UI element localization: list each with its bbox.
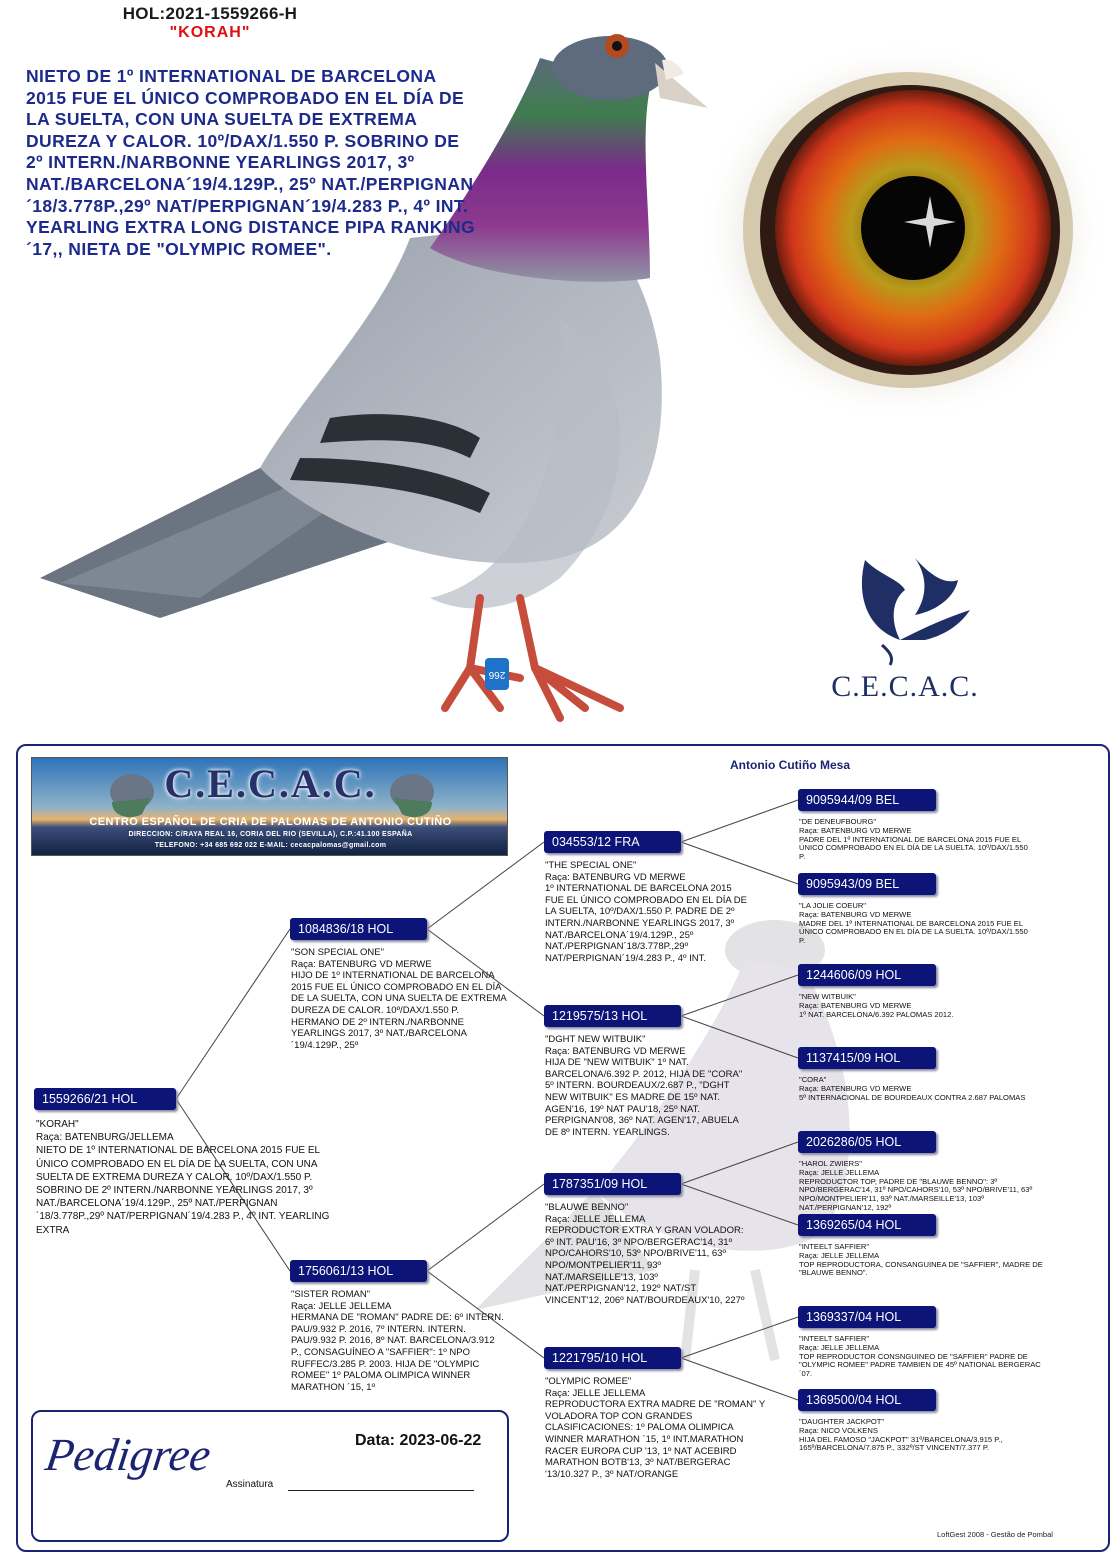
cecac-logo-text: C.E.C.A.C. (831, 670, 979, 703)
ssd-breed: Raça: BATENBURG VD MERWE (799, 909, 912, 919)
dss-text: REPRODUCTOR TOP, PADRE DE "BLAUWE BENNO": 3º NPO/BERGERAC'14, 31º NPO/CAHORS'10, 53º NPO/BRIVE'11, 63º NPO/MONTPELIER'11, 93º NAT./MARSEILLE'13, 103º NAT./PERPIGNAN'12, 192º (799, 1176, 1033, 1212)
dam-sire-info (545, 1202, 750, 1306)
sire-text: HIJO DE 1º INTERNATIONAL DE BARCELONA 2015 FUE EL ÚNICO COMPROBADO EN EL DÍA DE LA SUELTA, CON UNA SUELTA DE EXTREMA DUREZA DE CALOR. 10º/DAX/1.550 P. HERMANO DE 2º INTERN./NARBONNE YEARLINGS 2017, 3º NAT./BARCELONA´19/4.129P., 25º (291, 970, 507, 1051)
sire-sire-ring: 034553/12 FRA (544, 831, 681, 853)
sds-info (799, 993, 1034, 1019)
dam-dam-info (545, 1376, 765, 1480)
ddd-breed: Raça: NICO VOLKENS (799, 1425, 878, 1435)
pigeon-description: NIETO DE 1º INTERNATIONAL DE BARCELONA 2015 FUE EL ÚNICO COMPROBADO EN EL DÍA DE LA SUELTA, CON UNA SUELTA DE EXTREMA DUREZA Y CALOR. 10º/DAX/1.550 P. SOBRINO DE 2º INTERN./NARBONNE YEARLINGS 2017, 3º NAT./BARCELONA´19/4.129P., 25º NAT./PERPIGNAN´18/3.778P.,29º NAT/PERPIGNAN´19/4.283 P., 4º INT. YEARLING EXTRA LONG DISTANCE PIPA RANKING´17,, NIETA DE "OLYMPIC ROMEE". (26, 66, 476, 259)
dds-text: TOP REPRODUCTOR CONSNGUINEO DE "SAFFIER" PADRE DE "OLYMPIC ROMEE" PADRE TAMBIEN DE 45º NATIONAL BERGERAC´07. (799, 1351, 1041, 1379)
sss-name: "DE DENEUFBOURG" (799, 817, 877, 826)
subject-info (36, 1118, 332, 1237)
sss-info (799, 818, 1034, 862)
dam-dam-breed: Raça: JELLE JELLEMA (545, 1387, 646, 1399)
dam-info (291, 1289, 507, 1393)
sss-breed: Raça: BATENBURG VD MERWE (799, 825, 912, 835)
subject-text: NIETO DE 1º INTERNATIONAL DE BARCELONA 2015 FUE EL ÚNICO COMPROBADO EN EL DÍA DE LA SUELTA, CON UNA SUELTA DE EXTREMA DUREZA Y CALOR. 10º/DAX/1.550 P. SOBRINO DE 2º INTERN./NARBONNE YEARLINGS 2017, 3º NAT./BARCELONA´19/4.129P., 25º NAT./PERPIGNAN´18/3.778P.,29º NAT/PERPIGNAN´19/4.283 P., 4º INT. YEARLING EXTRA (36, 1145, 330, 1236)
sds-ring: 1244606/09 HOL (798, 964, 936, 986)
dam-dam-ring: 1221795/10 HOL (544, 1347, 681, 1369)
sdd-ring: 1137415/09 HOL (798, 1047, 936, 1069)
dds-ring: 1369337/04 HOL (798, 1306, 936, 1328)
sire-sire-text: 1º INTERNATIONAL DE BARCELONA 2015 FUE EL ÚNICO COMPROBADO EN EL DÍA DE LA SUELTA, 10º/DAX/1.550 P. PADRE DE 2º INTERN./NARBONNE YEARLINGS 2017, 3º NAT./BARCELONA´19/4.129P., 25º NAT./PERPIGNAN´18/3.778P.,29º NAT/PERPIGNAN´19/4.283 P., 4º INT. (545, 883, 748, 964)
sire-info (291, 947, 507, 1051)
sire-breed: Raça: BATENBURG VD MERWE (291, 958, 432, 970)
sire-sire-breed: Raça: BATENBURG VD MERWE (545, 871, 686, 883)
pigeon-name-title: "KORAH" (169, 24, 251, 41)
dam-name: "SISTER ROMAN" (291, 1289, 371, 1300)
cecac-banner (31, 757, 508, 856)
sire-dam-name: "DGHT NEW WITBUIK" (545, 1034, 646, 1045)
sdd-text: 5º INTERNACIONAL DE BOURDEAUX CONTRA 2.687 PALOMAS (799, 1092, 1026, 1102)
banner-subtitle: CENTRO ESPAÑOL DE CRIA DE PALOMAS DE ANTONIO CUTIÑO (89, 816, 452, 828)
banner-title: C.E.C.A.C. (164, 761, 377, 806)
sire-name: "SON SPECIAL ONE" (291, 947, 384, 958)
sdd-name: "CORA" (799, 1075, 827, 1084)
ddd-info (799, 1418, 1044, 1453)
dsd-ring: 1369265/04 HOL (798, 1214, 936, 1236)
sds-name: "NEW WITBUIK" (799, 992, 856, 1001)
ssd-name: "LA JOLIE COEUR" (799, 901, 867, 910)
subject-name: "KORAH" (36, 1119, 79, 1130)
dam-sire-ring: 1787351/09 HOL (544, 1173, 681, 1195)
dsd-info (799, 1243, 1044, 1278)
subject-ring: 1559266/21 HOL (34, 1088, 176, 1110)
signature-label: Assinatura (226, 1479, 274, 1490)
sire-dam-ring: 1219575/13 HOL (544, 1005, 681, 1027)
dam-breed: Raça: JELLE JELLEMA (291, 1300, 392, 1312)
sdd-info (799, 1076, 1049, 1102)
software-footer: LoftGest 2008 - Gestão de Pombal (937, 1530, 1053, 1539)
leg-ring-text: 266 (488, 669, 506, 680)
sds-text: 1º NAT. BARCELONA/6.392 PALOMAS 2012. (799, 1009, 954, 1019)
date-label: Data: 2023-06-22 (355, 1432, 482, 1449)
ssd-info (799, 902, 1034, 946)
ddd-name: "DAUGHTER JACKPOT" (799, 1417, 885, 1426)
dss-info (799, 1160, 1044, 1213)
ddd-text: HIJA DEL FAMOSO "JACKPOT" 31º/BARCELONA/3.915 P., 165º/BARCELONA/7.875 P., 332º/ST VINCENT/7.377 P. (799, 1434, 1003, 1453)
dss-ring: 2026286/05 HOL (798, 1131, 936, 1153)
dam-ring: 1756061/13 HOL (290, 1260, 427, 1282)
dds-name: "INTEELT SAFFIER" (799, 1334, 870, 1343)
dsd-text: TOP REPRODUCTORA, CONSANGUINEA DE "SAFFIER", MADRE DE "BLAUWE BENNO". (799, 1259, 1043, 1278)
sss-ring: 9095944/09 BEL (798, 789, 936, 811)
dam-dam-name: "OLYMPIC ROMEE" (545, 1376, 632, 1387)
subject-breed: Raça: BATENBURG/JELLEMA (36, 1132, 174, 1144)
dds-info (799, 1335, 1044, 1379)
sdd-breed: Raça: BATENBURG VD MERWE (799, 1083, 912, 1093)
sire-ring: 1084836/18 HOL (290, 918, 427, 940)
ssd-text: MADRE DEL 1º INTERNATIONAL DE BARCELONA 2015 FUE EL ÚNICO COMPROBADO EN EL DÍA DE LA SUELTA. 10º/DAX/1.550 P. (799, 918, 1028, 946)
breeder-name: Antonio Cutiño Mesa (730, 758, 850, 772)
dam-sire-text: REPRODUCTOR EXTRA Y GRAN VOLADOR: 6º INT. PAU'16, 3º NPO/BERGERAC'14, 31º NPO/CAHORS'10, 53º NPO/BRIVE'11, 63º NPO/MONTPELIER'11, 93º NAT./MARSEILLE'13, 103º NAT./PERPIGNAN'12, 192º NAT/ST VINCENT'12, 206º NAT/BOURDEAUX'10, 227º (545, 1225, 745, 1306)
sire-dam-breed: Raça: BATENBURG VD MERWE (545, 1045, 686, 1057)
sire-dam-text: HIJA DE "NEW WITBUIK" 1º NAT. BARCELONA/6.392 P. 2012, HIJA DE "CORA" 5º INTERN. BOURDEAUX/2.687 P., "DGHT NEW WITBUIK" ES MADRE DE 15º NAT. AGEN'16, 19º NAT PAU'18, 25º NAT. PERPIGNAN'08, 36º NAT. AGEN'17, ABUELA DE 8º INTERN. YEARLINGS. (545, 1057, 743, 1138)
banner-address: DIRECCION: C/RAYA REAL 16, CORIA DEL RIO (SEVILLA), C.P.:41.100 ESPAÑA (128, 831, 413, 838)
dam-sire-breed: Raça: JELLE JELLEMA (545, 1213, 646, 1225)
dam-text: HERMANA DE "ROMAN" PADRE DE: 6º INTERN. PAU/9.932 P. 2016, 7º INTERN. INTERN. PAU/9.932 P. 2016, 8º NAT. BARCELONA/3.912 P., CONSAGUÍNEO A "SAFFIER": 1º NPO RUFFEC/3.285 P. 2003. HIJA DE "OLYMPIC ROMEE" 1º PALOMA OLIMPICA WINNER MARATHON ´15, 1º (291, 1312, 504, 1393)
pedigree-script-title: Pedigree (42, 1429, 214, 1480)
sire-sire-name: "THE SPECIAL ONE" (545, 860, 637, 871)
sds-breed: Raça: BATENBURG VD MERWE (799, 1000, 912, 1010)
dss-breed: Raça: JELLE JELLEMA (799, 1167, 880, 1177)
sss-text: PADRE DEL 1º INTERNATIONAL DE BARCELONA 2015 FUE EL ÚNICO COMPROBADO EN EL DÍA DE LA SUELTA. 10º/DAX/1.550 P. (799, 834, 1028, 862)
dam-sire-name: "BLAUWE BENNO" (545, 1202, 629, 1213)
dsd-name: "INTEELT SAFFIER" (799, 1242, 870, 1251)
dam-dam-text: REPRODUCTORA EXTRA MADRE DE "ROMAN" Y VOLADORA TOP CON GRANDES CLASIFICACIONES: 1º PALOMA OLIMPICA WINNER MARATHON ´15, 1º INT.MARATHON RACER EUROPA CUP '13, 1º NAT ACEBIRD MARATHON BOTB'13, 3º NAT/BERGERAC '13/10.327 P., 3º NAT/ORANGE (545, 1399, 766, 1480)
sire-dam-info (545, 1034, 750, 1138)
dds-breed: Raça: JELLE JELLEMA (799, 1342, 880, 1352)
signature-line[interactable] (288, 1490, 474, 1491)
ssd-ring: 9095943/09 BEL (798, 873, 936, 895)
dsd-breed: Raça: JELLE JELLEMA (799, 1250, 880, 1260)
banner-contact: TELEFONO: +34 685 692 022 E-MAIL: cecacpalomas@gmail.com (154, 842, 387, 849)
dss-name: "HAROL ZWIERS" (799, 1159, 862, 1168)
ring-number-title: HOL:2021-1559266-H (122, 4, 298, 23)
sire-sire-info (545, 860, 750, 964)
ddd-ring: 1369500/04 HOL (798, 1389, 936, 1411)
